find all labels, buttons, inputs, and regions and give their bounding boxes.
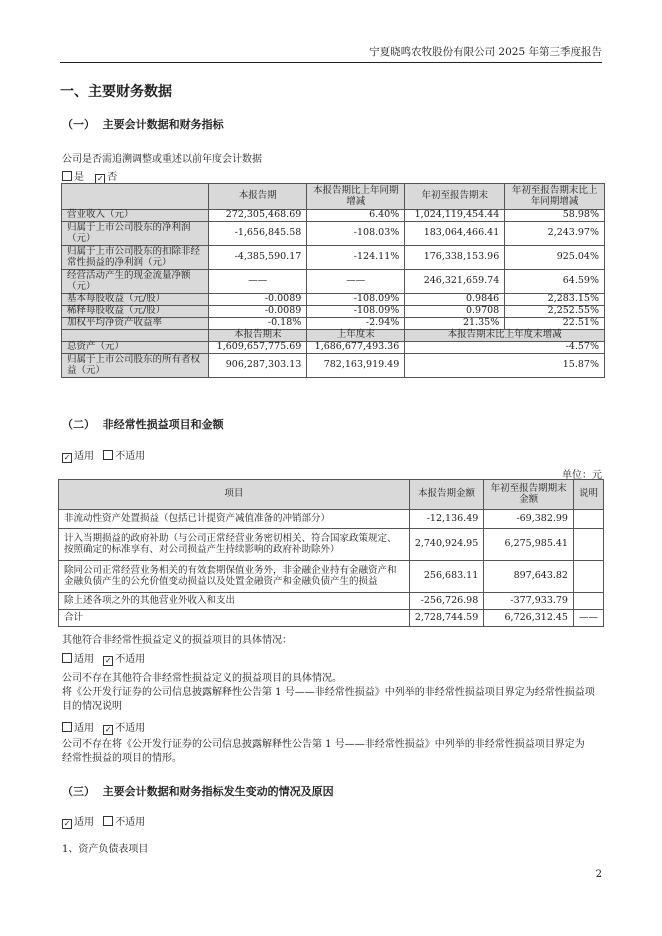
row-label: 归属于上市公司股东的扣除非经常性损益的净利润（元） <box>62 246 209 270</box>
cell: -124.11% <box>307 246 405 270</box>
cell: 1,609,657,775.69 <box>209 342 307 354</box>
cell: —— <box>573 610 603 627</box>
page-number: 2 <box>595 869 602 880</box>
checkbox-not-applicable-checked[interactable]: ✓ <box>104 725 112 734</box>
row-label: 非流动性资产处置损益（包括已计提资产减值准备的冲销部分） <box>59 510 410 529</box>
other-item-none-statement: 公司不存在其他符合非经常性损益定义的损益项目的具体情况。 <box>62 673 342 684</box>
table-row <box>59 593 604 610</box>
checkbox-applicable-checked[interactable]: ✓ <box>63 819 71 828</box>
row-label: 归属于上市公司股东的所有者权益（元） <box>62 354 209 378</box>
header-cell: 本报告期末比上年度末增减 <box>405 330 605 342</box>
cell: 15.87% <box>405 354 605 378</box>
row-label: 加权平均净资产收益率 <box>62 318 209 330</box>
cell: 6,726,312.45 <box>484 610 574 627</box>
option-applicable-label: 适用 <box>74 723 94 734</box>
applicable-options-3 <box>62 719 145 734</box>
cell: -108.03% <box>307 222 405 246</box>
cell: -4.57% <box>405 342 605 354</box>
table-row <box>62 306 605 318</box>
cell: -69,382.99 <box>484 510 574 529</box>
cell: 1,024,119,454.44 <box>405 210 505 222</box>
cell: -1,656,845.58 <box>209 222 307 246</box>
applicable-options-1 <box>62 447 145 462</box>
header-cell: 本报告期 <box>209 184 307 210</box>
checkbox-not-applicable-checked[interactable]: ✓ <box>104 656 112 665</box>
table-row <box>62 270 605 294</box>
table-row <box>62 294 605 306</box>
subsection-title-changes: （三） 主要会计数据和财务指标发生变动的情况及原因 <box>62 785 334 798</box>
cell: 925.04% <box>505 246 605 270</box>
reclass-description: 将《公开发行证券的公司信息披露解释性公告第 1 号——非经常性损益》中列举的非经常性损益项目界定为经常性损益项目的情况说明 <box>62 687 595 712</box>
cell: 0.9846 <box>405 294 505 306</box>
option-no-label: 否 <box>107 172 118 183</box>
table-row <box>59 529 604 561</box>
row-label: 经营活动产生的现金流量净额（元） <box>62 270 209 294</box>
cell: -108.09% <box>307 294 405 306</box>
section-title-main-financial-data: 一、主要财务数据 <box>60 84 172 100</box>
cell: -4,385,590.17 <box>209 246 307 270</box>
row-label: 除上述各项之外的其他营业外收入和支出 <box>59 593 410 610</box>
table-row <box>59 561 604 593</box>
cell: —— <box>209 270 307 294</box>
row-label: 基本每股收益（元/股） <box>62 294 209 306</box>
cell: 272,305,468.69 <box>209 210 307 222</box>
option-not-applicable-label: 不适用 <box>115 723 146 734</box>
table-row <box>62 318 605 330</box>
cell <box>573 510 603 529</box>
cell: -12,136.49 <box>409 510 483 529</box>
cell: -256,726.98 <box>409 593 483 610</box>
checkbox-applicable[interactable] <box>62 653 72 663</box>
row-label: 稀释每股收益（元/股） <box>62 306 209 318</box>
row-label: 营业收入（元） <box>62 210 209 222</box>
cell: -377,933.79 <box>484 593 574 610</box>
other-item-description: 其他符合非经常性损益定义的损益项目的具体情况： <box>62 635 292 646</box>
option-not-applicable-label: 不适用 <box>115 451 146 462</box>
cell: 22.51% <box>505 318 605 330</box>
header-cell: 本报告期金额 <box>409 480 483 510</box>
table-header-row <box>59 480 604 510</box>
option-not-applicable-label: 不适用 <box>115 817 146 828</box>
page-header: 宁夏晓鸣农牧股份有限公司 2025 年第三季度报告 <box>369 46 602 58</box>
header-cell: 上年度末 <box>307 330 405 342</box>
cell: 906,287,303.13 <box>209 354 307 378</box>
retro-options <box>62 168 117 183</box>
cell: 21.35% <box>405 318 505 330</box>
non-recurring-gains-table <box>58 479 604 627</box>
header-cell <box>62 330 209 342</box>
subsection-title-non-recurring: （二） 非经常性损益项目和金额 <box>62 418 224 431</box>
header-cell <box>62 184 209 210</box>
cell: 2,243.97% <box>505 222 605 246</box>
reclass-none-statement: 公司不存在将《公开发行证券的公司信息披露解释性公告第 1 号——非经常性损益》中列举的非经常性损益项目界定为经常性损益的项目的情形。 <box>62 739 585 764</box>
cell: 2,252.55% <box>505 306 605 318</box>
table-row <box>59 510 604 529</box>
subsection-title-accounting-data: （一） 主要会计数据和财务指标 <box>62 118 224 131</box>
cell: -0.0089 <box>209 306 307 318</box>
cell: 183,064,466.41 <box>405 222 505 246</box>
cell <box>573 529 603 561</box>
header-cell: 年初至报告期末比上年同期增减 <box>505 184 605 210</box>
table-row <box>62 210 605 222</box>
checkbox-not-applicable[interactable] <box>103 816 113 826</box>
option-applicable-label: 适用 <box>74 451 94 462</box>
row-label: 合计 <box>59 610 410 627</box>
checkbox-not-applicable[interactable] <box>103 450 113 460</box>
table-subheader-row <box>62 330 605 342</box>
cell: 2,728,744.59 <box>409 610 483 627</box>
cell: 782,163,919.49 <box>307 354 405 378</box>
cell: 58.98% <box>505 210 605 222</box>
table-row <box>62 222 605 246</box>
cell: —— <box>307 270 405 294</box>
row-label: 计入当期损益的政府补助（与公司正常经营业务密切相关、符合国家政策规定、按照确定的标准享有、对公司损益产生持续影响的政府补助除外） <box>59 529 410 561</box>
cell: -108.09% <box>307 306 405 318</box>
table-row <box>62 342 605 354</box>
option-not-applicable-label: 不适用 <box>115 654 146 665</box>
checkbox-yes[interactable] <box>62 171 72 181</box>
header-cell: 本报告期比上年同期增减 <box>307 184 405 210</box>
cell: 0.9708 <box>405 306 505 318</box>
key-financial-data-table <box>61 183 605 378</box>
option-applicable-label: 适用 <box>74 654 94 665</box>
cell <box>573 561 603 593</box>
cell: 2,740,924.95 <box>409 529 483 561</box>
row-label: 总资产（元） <box>62 342 209 354</box>
checkbox-no-checked[interactable]: ✓ <box>96 174 104 183</box>
cell: 246,321,659.74 <box>405 270 505 294</box>
header-cell: 项目 <box>59 480 410 510</box>
header-cell: 说明 <box>573 480 603 510</box>
checkbox-applicable-checked[interactable]: ✓ <box>63 453 71 462</box>
cell: 6.40% <box>307 210 405 222</box>
header-divider <box>60 62 602 63</box>
option-applicable-label: 适用 <box>74 817 94 828</box>
header-cell: 本报告期末 <box>209 330 307 342</box>
balance-sheet-item-heading: 1、资产负债表项目 <box>62 844 149 855</box>
cell <box>573 593 603 610</box>
cell: 6,275,985.41 <box>484 529 574 561</box>
table-header-row <box>62 184 605 210</box>
cell: 64.59% <box>505 270 605 294</box>
cell: 897,643.82 <box>484 561 574 593</box>
cell: 1,686,677,493.36 <box>307 342 405 354</box>
cell: -0.0089 <box>209 294 307 306</box>
row-label: 归属于上市公司股东的净利润（元） <box>62 222 209 246</box>
header-cell: 年初至报告期期末金额 <box>484 480 574 510</box>
retro-question: 公司是否需追溯调整或重述以前年度会计数据 <box>62 154 262 165</box>
applicable-options-4 <box>62 813 145 828</box>
cell: 2,283.15% <box>505 294 605 306</box>
row-label: 除同公司正常经营业务相关的有效套期保值业务外，非金融企业持有金融资产和金融负债产生的公允价值变动损益以及处置金融资产和金融负债产生的损益 <box>59 561 410 593</box>
table-total-row <box>59 610 604 627</box>
cell: 176,338,153.96 <box>405 246 505 270</box>
unit-label: 单位：元 <box>562 470 602 481</box>
checkbox-applicable[interactable] <box>62 722 72 732</box>
table-row <box>62 246 605 270</box>
cell: 256,683.11 <box>409 561 483 593</box>
table-row <box>62 354 605 378</box>
cell: -2.94% <box>307 318 405 330</box>
option-yes-label: 是 <box>74 172 84 183</box>
cell: -0.18% <box>209 318 307 330</box>
header-cell: 年初至报告期末 <box>405 184 505 210</box>
applicable-options-2 <box>62 650 145 665</box>
